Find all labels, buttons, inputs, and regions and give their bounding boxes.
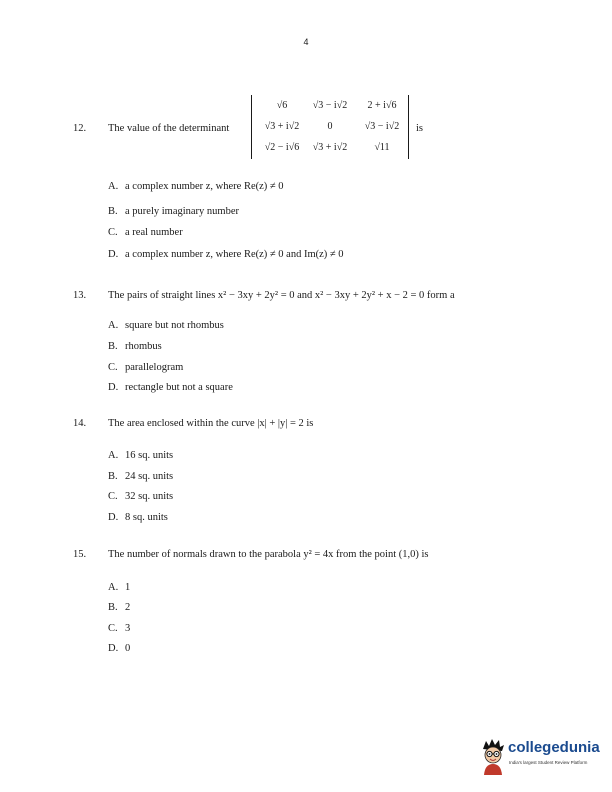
matrix-cell-r3c1: √2 − i√6 — [264, 142, 300, 153]
determinant-matrix — [251, 95, 409, 159]
option-a[interactable]: A. square but not rhombus — [108, 320, 224, 331]
option-d[interactable]: D. a complex number z, where Re(z) ≠ 0 and Im(z) ≠ 0 — [108, 249, 344, 260]
option-c[interactable]: C. 3 — [108, 623, 131, 634]
question-stem-suffix: is — [416, 123, 424, 134]
option-d[interactable]: D. 8 sq. units — [108, 512, 168, 523]
option-b[interactable]: B. 2 — [108, 602, 131, 613]
matrix-cell-r2c2: 0 — [327, 121, 333, 132]
determinant-left-bar — [251, 95, 252, 159]
mascot-icon — [478, 737, 508, 777]
matrix-cell-r2c1: √3 + i√2 — [264, 121, 300, 132]
page-number: 4 — [303, 37, 309, 47]
option-a[interactable]: A. a complex number z, where Re(z) ≠ 0 — [108, 181, 284, 192]
option-c[interactable]: C. a real number — [108, 227, 183, 238]
collegedunia-logo[interactable] — [478, 735, 603, 779]
question-number: 15. — [73, 549, 87, 560]
matrix-cell-r1c2: √3 − i√2 — [312, 100, 348, 111]
matrix-cell-r3c2: √3 + i√2 — [312, 142, 348, 153]
question-stem: The pairs of straight lines x² − 3xy + 2y² = 0 and x² − 3xy + 2y² + x − 2 = 0 form a — [108, 290, 455, 301]
matrix-cell-r2c3: √3 − i√2 — [364, 121, 400, 132]
option-a[interactable]: A. 16 sq. units — [108, 450, 174, 461]
logo-wordmark: collegedunia — [508, 739, 600, 756]
matrix-cell-r1c1: √6 — [276, 100, 288, 111]
question-stem-prefix: The value of the determinant — [108, 123, 230, 134]
matrix-cell-r3c3: √11 — [374, 142, 390, 153]
option-b[interactable]: B. 24 sq. units — [108, 471, 174, 482]
question-number: 13. — [73, 290, 87, 301]
option-d[interactable]: D. 0 — [108, 643, 131, 654]
option-b[interactable]: B. a purely imaginary number — [108, 206, 240, 217]
option-b[interactable]: B. rhombus — [108, 341, 162, 352]
question-number: 14. — [73, 418, 87, 429]
option-d[interactable]: D. rectangle but not a square — [108, 382, 233, 393]
question-number: 12. — [73, 123, 87, 134]
option-c[interactable]: C. parallelogram — [108, 362, 184, 373]
question-stem: The number of normals drawn to the parabola y² = 4x from the point (1,0) is — [108, 549, 429, 560]
matrix-cell-r1c3: 2 + i√6 — [367, 100, 397, 111]
option-a[interactable]: A. 1 — [108, 582, 131, 593]
question-stem: The area enclosed within the curve |x| + |y| = 2 is — [108, 418, 314, 429]
logo-tagline: India's largest Student Review Platform — [509, 760, 588, 765]
option-c[interactable]: C. 32 sq. units — [108, 491, 174, 502]
